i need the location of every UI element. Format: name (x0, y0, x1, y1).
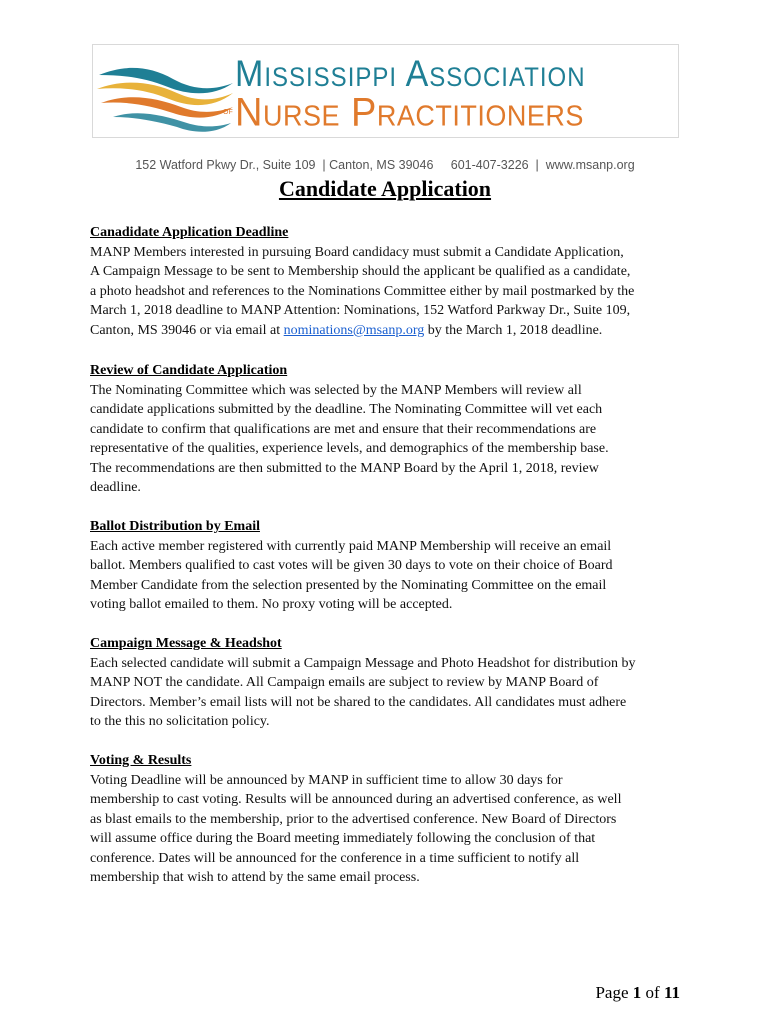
paragraph-line: deadline. (90, 480, 141, 495)
paragraph-line: representative of the qualities, experience levels, and demographics of the membership base. (90, 441, 609, 456)
text-prefix: Canton, MS 39046 or via email at (90, 322, 284, 338)
paragraph-line: MANP NOT the candidate. All Campaign emails are subject to review by MANP Board of (90, 675, 599, 690)
paragraph-line: will assume office during the Board meeting immediately following the conclusion of that (90, 831, 596, 846)
paragraph-line: Voting Deadline will be announced by MANP in sufficient time to allow 30 days for (90, 772, 563, 788)
paragraph-line: Each active member registered with currently paid MANP Membership will receive an email (90, 538, 612, 554)
paragraph-line: The Nominating Committee which was selected by the MANP Members will review all (90, 382, 582, 398)
paragraph-line: to the this no solicitation policy. (90, 714, 270, 729)
page-word: Page (595, 983, 629, 1002)
section-application-deadline (90, 223, 686, 340)
page-of-word: of (645, 983, 660, 1002)
paragraph-line (90, 321, 686, 341)
paragraph-line: a photo headshot and references to the Nominations Committee either by mail postmarked by the (90, 283, 635, 299)
paragraph-line: Directors. Member’s email lists will not be shared to the candidates. All candidates must adhere (90, 694, 627, 710)
paragraph-line: A Campaign Message to be sent to Membership should the applicant be qualified as a candidate, (90, 264, 631, 279)
logo-of-text: OF (223, 109, 233, 116)
paragraph-line: membership that wish to attend by the same email process. (90, 870, 420, 885)
page-number (595, 983, 680, 1003)
paragraph-line: voting ballot emailed to them. No proxy voting will be accepted. (90, 597, 453, 612)
page-title: Candidate Application (278, 176, 492, 201)
section-heading: Voting & Results (90, 753, 192, 768)
section-ballot-distribution (90, 517, 686, 615)
paragraph-line: March 1, 2018 deadline to MANP Attention: Nominations, 152 Watford Parkway Dr., Suite 109, (90, 303, 631, 318)
section-review-application (90, 361, 686, 498)
paragraph-line: MANP Members interested in pursuing Board candidacy must submit a Candidate Application, (90, 244, 624, 260)
paragraph-line: Member Candidate from the selection presented by the Nominating Committee on the email (90, 577, 607, 593)
contact-address-line: 152 Watford Pkwy Dr., Suite 109 | Canton, MS 39046 601-407-3226 | www.msanp.org (135, 158, 635, 172)
paragraph-line: candidate to confirm that qualifications are met and ensure that their recommendations are (90, 421, 597, 437)
paragraph-line: ballot. Members qualified to cast votes will be given 30 days to vote on their choice of Board (90, 558, 613, 573)
paragraph-line: membership to cast voting. Results will be announced during an advertised conference, as well (90, 792, 622, 807)
section-heading: Review of Candidate Application (90, 363, 288, 378)
logo-line-nurse-practitioners: Nurse Practitioners (235, 91, 584, 136)
nominations-email-link[interactable]: nominations@msanp.org (283, 322, 425, 338)
section-heading: Ballot Distribution by Email (90, 519, 260, 534)
logo (92, 44, 679, 138)
logo-line-association: Mississippi Association (235, 53, 586, 95)
section-heading: Canadidate Application Deadline (90, 225, 289, 240)
paragraph-line: The recommendations are then submitted to the MANP Board by the April 1, 2018, review (90, 460, 599, 476)
paragraph-line: candidate applications submitted by the deadline. The Nominating Committee will vet each (90, 402, 603, 417)
page-current: 1 (632, 983, 642, 1002)
text-suffix: by the March 1, 2018 deadline. (424, 322, 603, 338)
paragraph-line: as blast emails to the membership, prior to the advertised conference. New Board of Directors (90, 811, 617, 827)
section-voting-results (90, 751, 686, 888)
paragraph-line: Each selected candidate will submit a Campaign Message and Photo Headshot for distribution by (90, 655, 636, 671)
page-total: 11 (663, 983, 680, 1002)
section-campaign-message (90, 634, 686, 732)
paragraph-line: conference. Dates will be announced for the conference in a time sufficient to notify all (90, 850, 580, 866)
section-heading: Campaign Message & Headshot (90, 636, 282, 651)
logo-swoosh-graphic (93, 45, 243, 138)
